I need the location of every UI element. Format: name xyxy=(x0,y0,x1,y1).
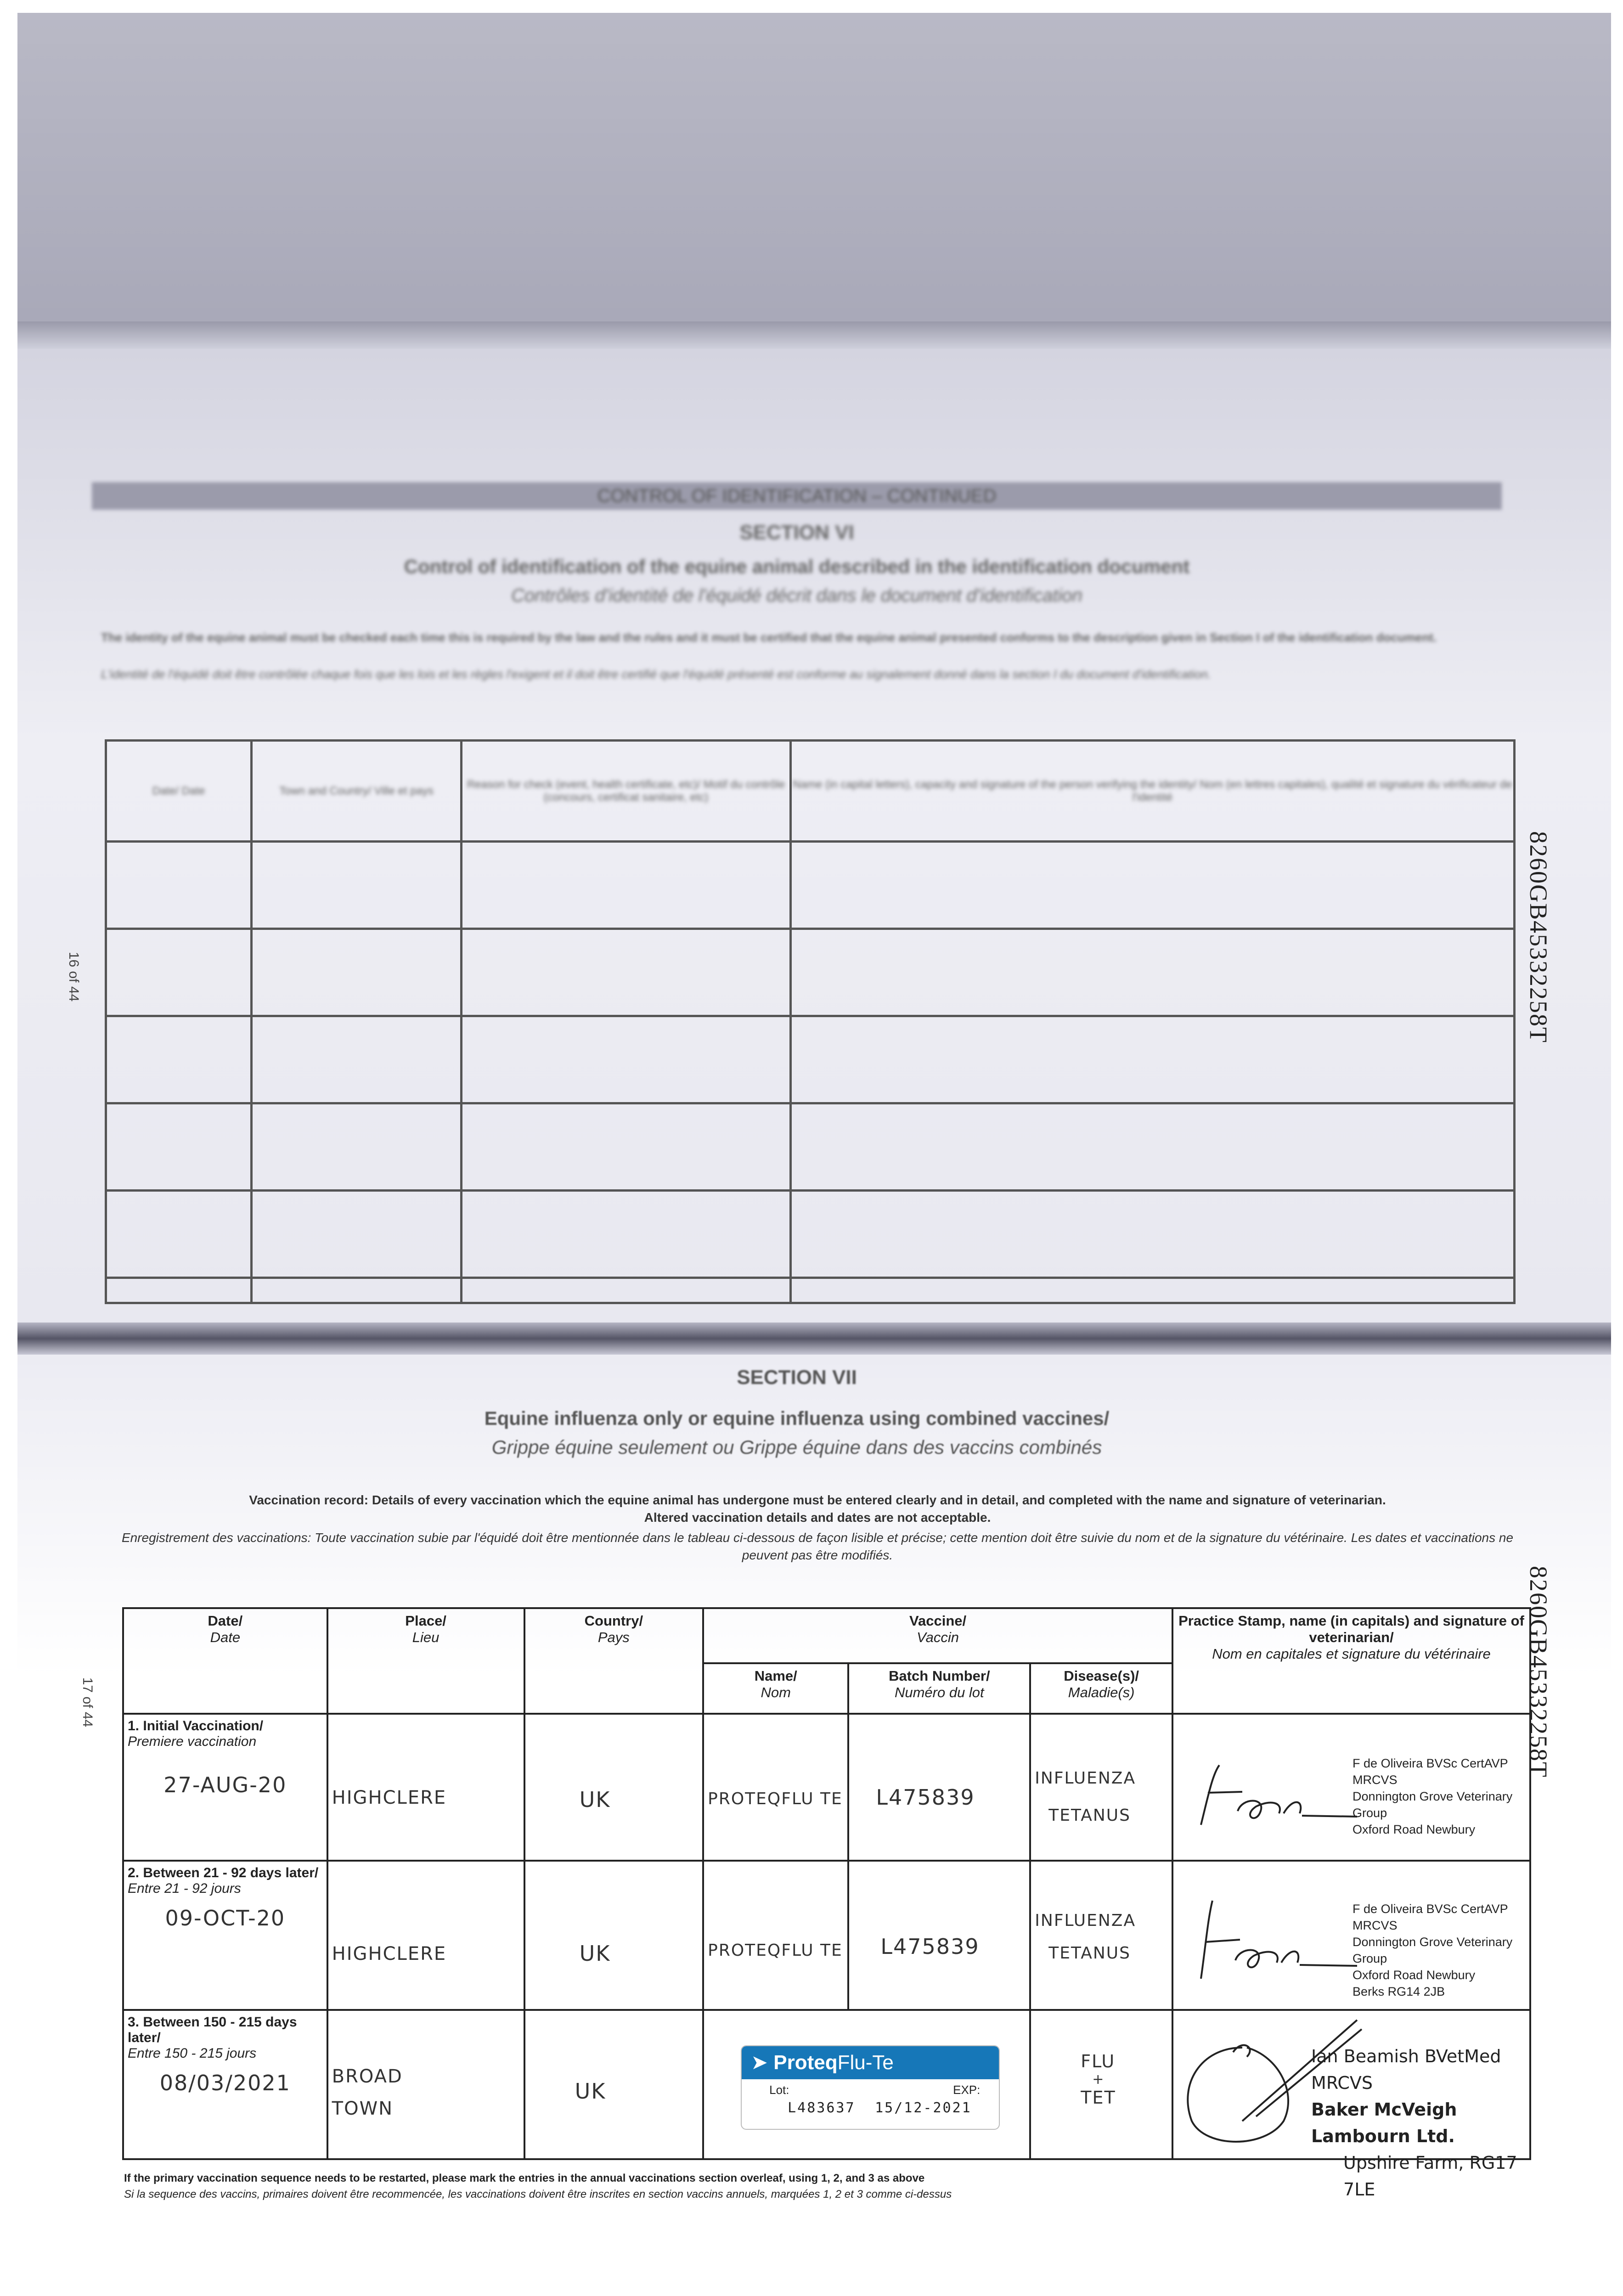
row-label: 1. Initial Vaccination/ Premiere vaccination xyxy=(128,1718,264,1749)
scanner-lid-area xyxy=(17,13,1611,334)
intro-text-2: Altered vaccination details and dates are not acceptable. xyxy=(644,1510,991,1525)
col-place-header: Place/ Lieu xyxy=(327,1608,524,1714)
country-cell[interactable] xyxy=(524,2010,704,2159)
disease-value: INFLUENZA xyxy=(1035,1911,1136,1930)
table-cell[interactable] xyxy=(106,842,252,929)
batch-cell[interactable] xyxy=(848,1714,1030,1861)
disease-value: TETANUS xyxy=(1048,1944,1131,1963)
date-value: 09-OCT-20 xyxy=(165,1906,286,1930)
table-cell[interactable] xyxy=(106,929,252,1016)
country-value: UK xyxy=(579,1787,611,1812)
col-country-header: Country/ Pays xyxy=(524,1608,704,1714)
banner: CONTROL OF IDENTIFICATION – CONTINUED xyxy=(92,482,1502,510)
sticker-body xyxy=(742,2079,999,2125)
sticker-exp-value: 15/12-2021 xyxy=(875,2100,972,2116)
practice-stamp: F de Oliveira BVSc CertAVP MRCVS Donnington Grove Veterinary Group Oxford Road Newbury xyxy=(1352,1756,1513,1836)
table-cell[interactable] xyxy=(462,1191,791,1278)
intro-label: Vaccination record: xyxy=(249,1493,369,1507)
table-cell[interactable] xyxy=(462,929,791,1016)
footer-note-fr: Si la sequence des vaccins, primaires doivent être recommencée, les vaccinations doivent être inscrites en section vaccins annuels, marquées 1, 2 et 3 comme ci-dessus xyxy=(124,2188,952,2200)
table-cell[interactable] xyxy=(791,1278,1515,1303)
table-row xyxy=(123,1714,1530,1861)
serial-number-upper: 8260GB45332258T xyxy=(1525,831,1552,1043)
practice-stamp: Ian Beamish BVetMed MRCVS Baker McVeigh Lambourn Ltd. Upshire Farm, RG17 7LE xyxy=(1311,2046,1517,2200)
table-cell[interactable] xyxy=(462,1103,791,1191)
row-label: 2. Between 21 - 92 days later/ Entre 21 - 92 jours xyxy=(128,1865,319,1896)
vaccination-intro-en xyxy=(119,1491,1516,1526)
table-cell[interactable] xyxy=(252,842,462,929)
disease-cell[interactable] xyxy=(1030,1861,1172,2010)
vaccine-sticker-cell[interactable] xyxy=(703,2010,1030,2159)
date-value: 27-AUG-20 xyxy=(163,1773,287,1797)
date-cell[interactable] xyxy=(123,1861,327,2010)
page-fold-middle xyxy=(17,1322,1611,1355)
table-cell[interactable] xyxy=(462,842,791,929)
vaccine-name-cell[interactable] xyxy=(703,1714,848,1861)
row-label: 3. Between 150 - 215 days later/ Entre 150 - 215 jours xyxy=(128,2015,297,2061)
country-value: UK xyxy=(575,2079,606,2104)
table-cell[interactable] xyxy=(252,929,462,1016)
section-vi-heading: SECTION VI xyxy=(739,521,854,544)
stamp-cell[interactable] xyxy=(1172,1714,1530,1861)
table-cell[interactable] xyxy=(462,1278,791,1303)
table-cell[interactable] xyxy=(252,1191,462,1278)
place-cell[interactable] xyxy=(327,1861,524,2010)
col-vaccine-header: Vaccine/ Vaccin xyxy=(703,1608,1172,1663)
date-cell[interactable] xyxy=(123,1714,327,1861)
country-cell[interactable] xyxy=(524,1714,704,1861)
batch-cell[interactable] xyxy=(848,1861,1030,2010)
vaccine-name-cell[interactable] xyxy=(703,1861,848,2010)
table-cell[interactable] xyxy=(252,1278,462,1303)
stamp-cell[interactable] xyxy=(1172,2010,1530,2200)
disease-value: TET xyxy=(1081,2088,1116,2108)
vaccine-name-value: PROTEQFLU TE xyxy=(708,1790,843,1808)
page-number-17: 17 of 44 xyxy=(80,1677,95,1728)
place-value: HIGHCLERE xyxy=(332,1787,447,1808)
place-cell[interactable] xyxy=(327,1714,524,1861)
sticker-header: ➤ ProteqFlu-Te xyxy=(742,2046,999,2079)
serial-number-lower: 8260GB45332258T xyxy=(1525,1566,1552,1778)
intro-text: Details of every vaccination which the equine animal has undergone must be entered clearly and in detail, and completed with the name and signature of veterinarian. xyxy=(368,1493,1386,1507)
table-cell[interactable] xyxy=(252,1016,462,1103)
vaccine-sticker xyxy=(741,2045,1000,2130)
table-cell[interactable] xyxy=(791,1016,1515,1103)
batch-value: L475839 xyxy=(876,1785,975,1810)
col-disease-header: Disease(s)/ Maladie(s) xyxy=(1030,1663,1172,1714)
table-cell[interactable] xyxy=(106,1191,252,1278)
col-name-header: Name (in capital letters), capacity and signature of the person verifying the identity/ Nom (en lettres capitales), qualité et signature du vérificateur de l'identité xyxy=(791,741,1515,842)
section-vii-title-en: Equine influenza only or equine influenza using combined vaccines/ xyxy=(484,1407,1110,1429)
table-cell[interactable] xyxy=(791,1103,1515,1191)
col-date-header: Date/ Date xyxy=(106,741,252,842)
section-vii-title-fr: Grippe équine seulement ou Grippe équine dans des vaccins combinés xyxy=(491,1436,1102,1458)
table-cell[interactable] xyxy=(462,1016,791,1103)
sticker-lot-value: L483637 xyxy=(788,2100,856,2116)
table-cell[interactable] xyxy=(252,1103,462,1191)
table-row xyxy=(123,1861,1530,2010)
signature xyxy=(1187,1887,1362,1988)
date-value: 08/03/2021 xyxy=(159,2071,291,2095)
place-value: HIGHCLERE xyxy=(332,1943,447,1964)
place-value: BROAD TOWN xyxy=(332,2066,403,2119)
page-fold-top xyxy=(17,321,1611,349)
disease-value: FLU xyxy=(1081,2051,1116,2071)
batch-value: L475839 xyxy=(880,1934,980,1959)
section-vi-title-en: Control of identification of the equine animal described in the identification document xyxy=(404,556,1190,577)
col-date-header: Date/ Date xyxy=(123,1608,327,1714)
footer-note-en: If the primary vaccination sequence needs to be restarted, please mark the entries in the annual vaccinations section overleaf, using 1, 2, and 3 as above xyxy=(124,2172,925,2184)
vaccine-name-value: PROTEQFLU TE xyxy=(708,1941,843,1960)
table-cell[interactable] xyxy=(106,1278,252,1303)
col-reason-header: Reason for check (event, health certificate, etc)/ Motif du contrôle (concours, certificat sanitaire, etc) xyxy=(462,741,791,842)
vaccination-intro-fr: Enregistrement des vaccinations: Toute vaccination subie par l'équidé doit être mentionnée dans le tableau ci-dessous de façon lisible et précise; cette mention doit être suivie du nom et de la signature du vétérinaire. Les dates et vaccinations ne peuvent pas être modifiés. xyxy=(121,1531,1514,1562)
section-vi-note-en: The identity of the equine animal must be checked each time this is required by the law and the rules and it must be certified that the equine animal presented conforms to the description given in Section I of the identification document. xyxy=(101,630,1437,644)
disease-value: TETANUS xyxy=(1048,1806,1131,1825)
identity-check-table xyxy=(105,739,1516,1304)
stamp-cell[interactable] xyxy=(1172,1861,1530,2010)
section-vi-note-fr: L'identité de l'équidé doit être contrôlée chaque fois que les lois et les règles l'exigent et il doit être certifié que l'équidé présenté est conforme au signalement donné dans la section I du document d'identification. xyxy=(101,667,1211,681)
disease-cell[interactable] xyxy=(1030,2010,1172,2159)
country-cell[interactable] xyxy=(524,1861,704,2010)
table-cell[interactable] xyxy=(106,1016,252,1103)
country-value: UK xyxy=(579,1941,611,1966)
disease-cell[interactable] xyxy=(1030,1714,1172,1861)
table-row xyxy=(123,2010,1530,2159)
col-batch-header: Batch Number/ Numéro du lot xyxy=(848,1663,1030,1714)
section-vi-title-fr: Contrôles d'identité de l'équidé décrit dans le document d'identification xyxy=(511,585,1082,606)
place-cell[interactable] xyxy=(327,2010,524,2159)
table-cell[interactable] xyxy=(106,1103,252,1191)
droplet-icon: ➤ xyxy=(751,2051,768,2074)
col-stamp-header: Practice Stamp, name (in capitals) and signature of veterinarian/ Nom en capitales et signature du vétérinaire xyxy=(1172,1608,1530,1714)
disease-plus: + xyxy=(1092,2071,1105,2088)
table-cell[interactable] xyxy=(791,1191,1515,1278)
section-vii-heading: SECTION VII xyxy=(737,1366,857,1389)
table-cell[interactable] xyxy=(791,842,1515,929)
sticker-lot-label: Lot: xyxy=(769,2083,789,2097)
table-cell[interactable] xyxy=(791,929,1515,1016)
disease-value: INFLUENZA xyxy=(1035,1769,1136,1788)
date-cell[interactable] xyxy=(123,2010,327,2159)
sticker-exp-label: EXP: xyxy=(953,2083,981,2097)
col-name-header: Name/ Nom xyxy=(703,1663,848,1714)
signature xyxy=(1187,1747,1362,1839)
page-number-16: 16 of 44 xyxy=(66,951,81,1002)
col-town-header: Town and Country/ Ville et pays xyxy=(252,741,462,842)
practice-stamp: F de Oliveira BVSc CertAVP MRCVS Donnington Grove Veterinary Group Oxford Road Newbury Berks RG14 2JB xyxy=(1352,1902,1513,1998)
